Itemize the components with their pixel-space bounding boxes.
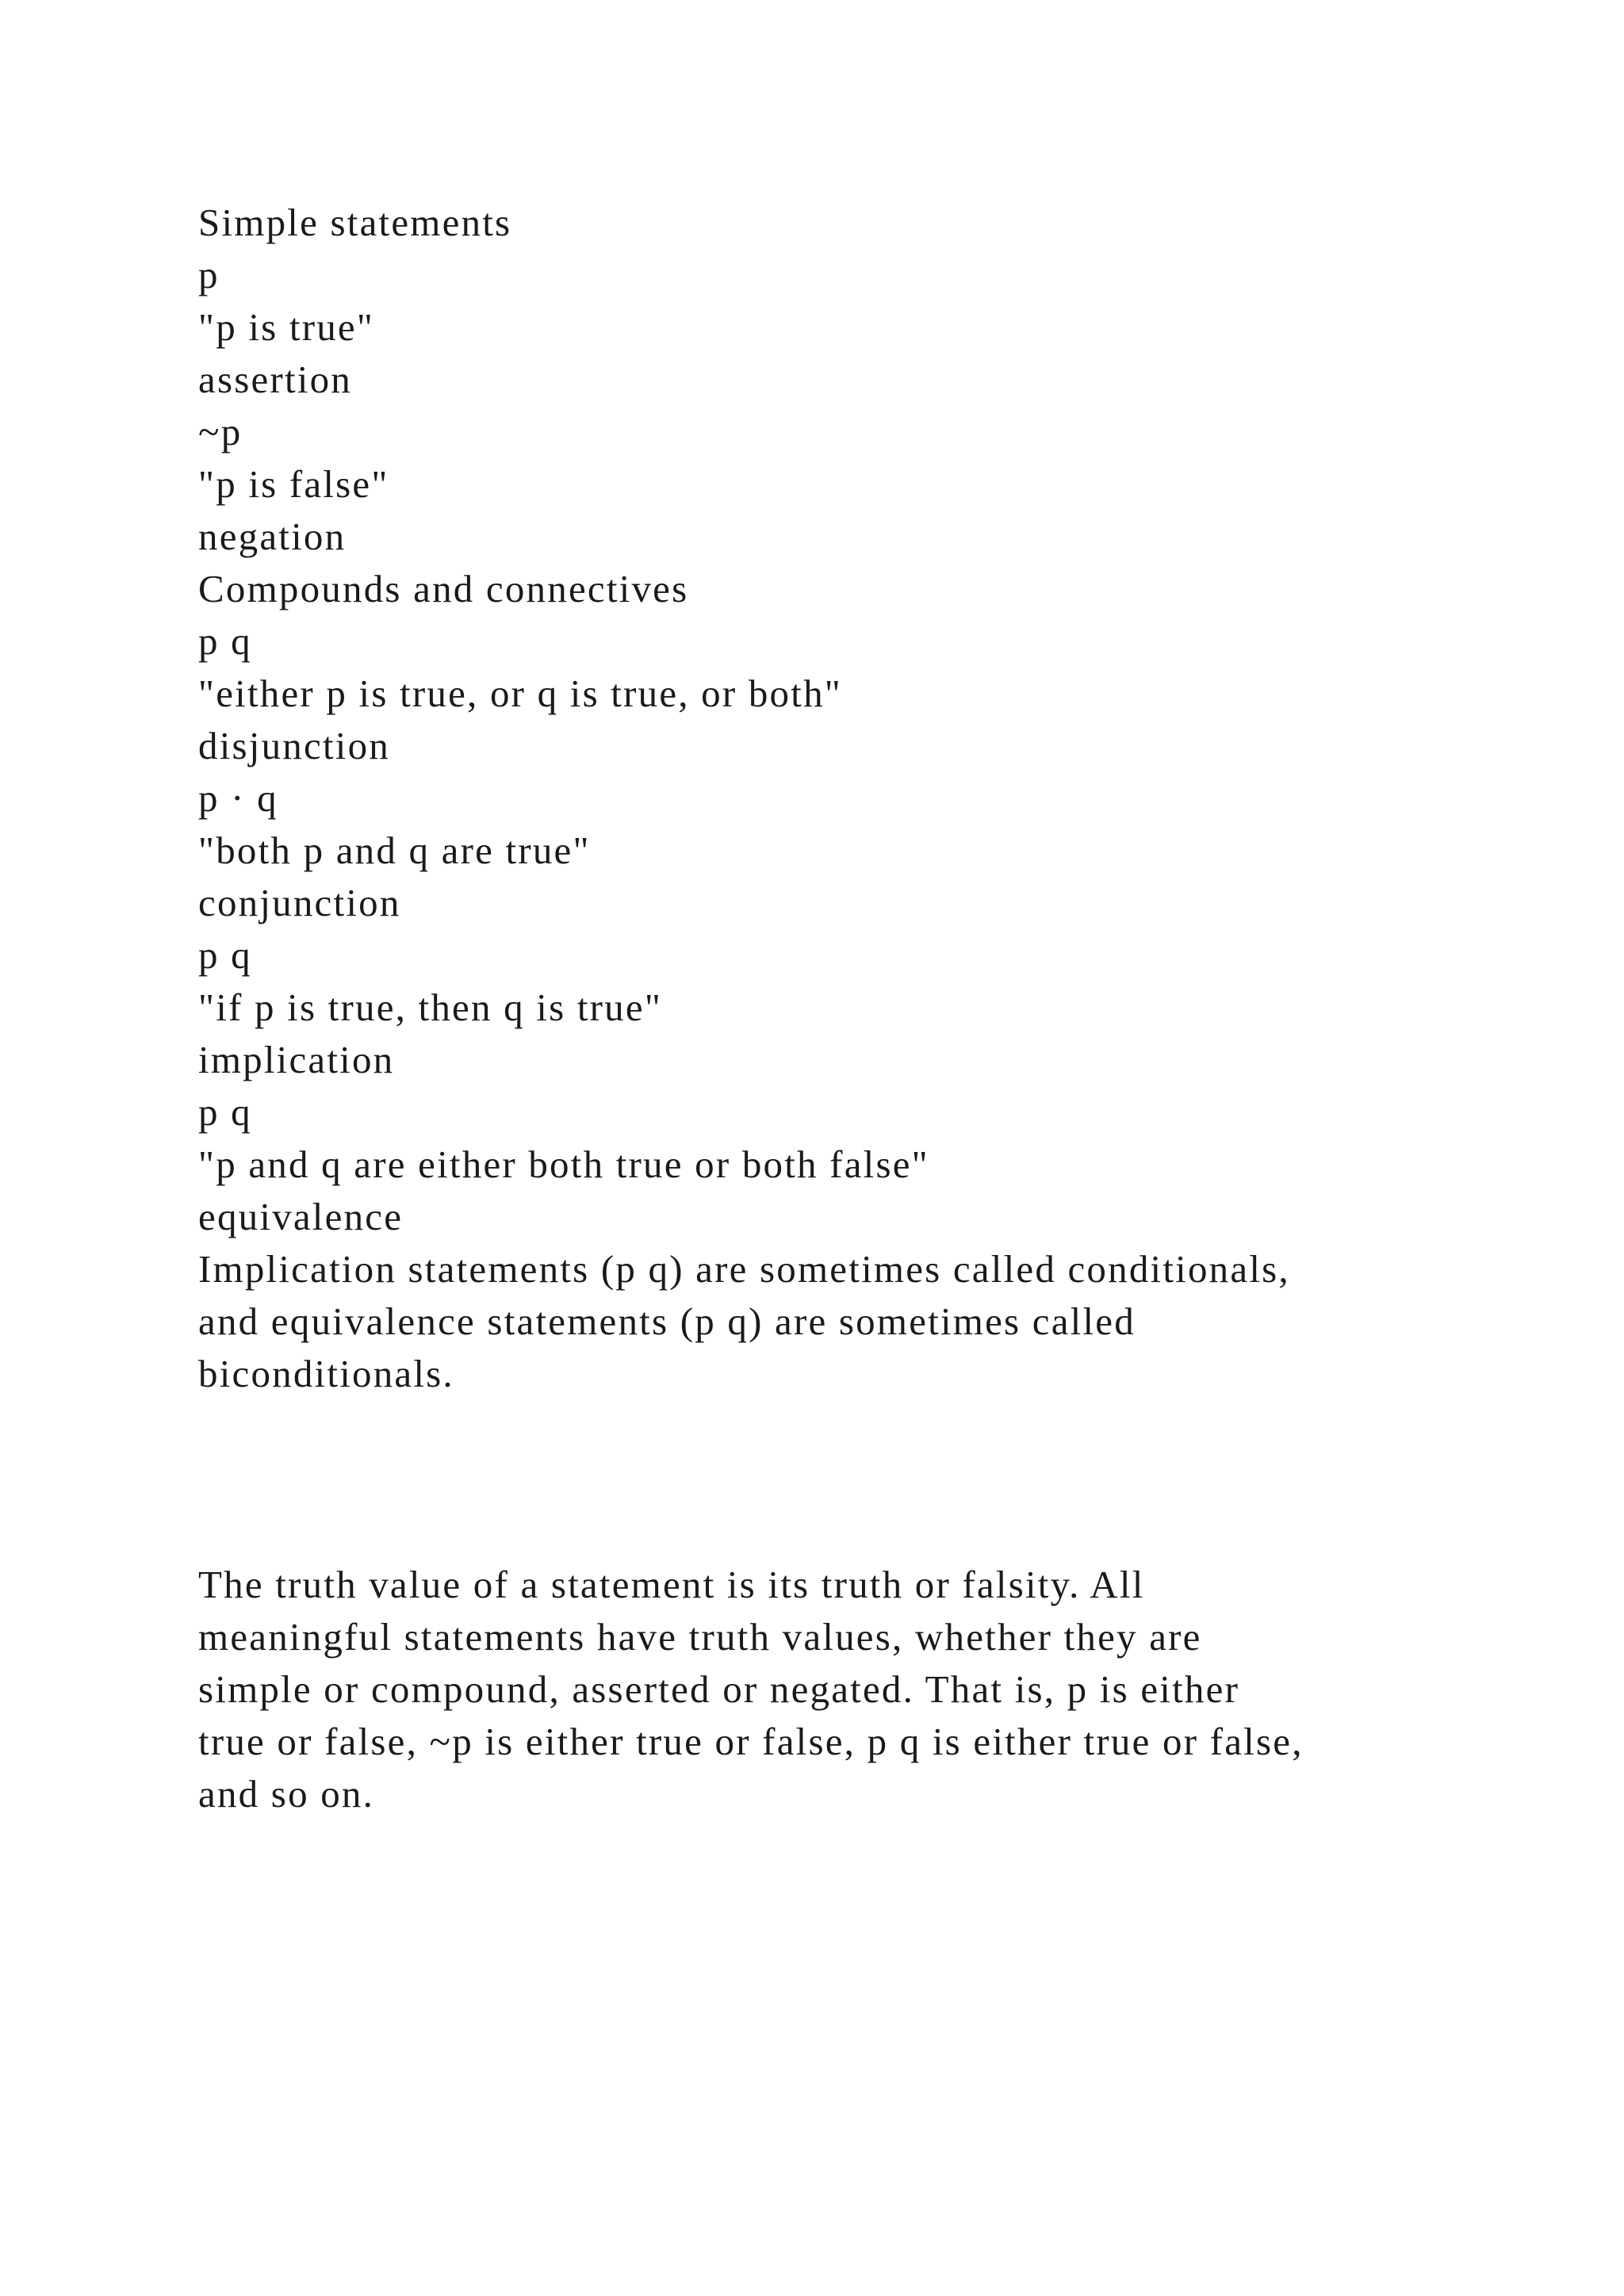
paragraph-line-4: true or false, ~p is either true or false, p q is either true or false, [198, 1720, 1304, 1763]
note-line-3: biconditionals. [198, 1352, 454, 1395]
section-heading-simple-statements: Simple statements [198, 201, 512, 244]
paragraph-line-5: and so on. [198, 1772, 375, 1816]
meaning-negation: "p is false" [198, 462, 389, 506]
term-equivalence: equivalence [198, 1195, 404, 1238]
term-assertion: assertion [198, 358, 352, 401]
paragraph-line-1: The truth value of a statement is its truth or falsity. All [198, 1563, 1145, 1606]
term-implication: implication [198, 1038, 395, 1081]
note-line-2: and equivalence statements (p q) are sometimes called [198, 1299, 1136, 1343]
meaning-disjunction: "either p is true, or q is true, or both" [198, 672, 842, 715]
paragraph-gap [198, 1400, 1467, 1559]
statements-section [198, 197, 1467, 1400]
meaning-conjunction: "both p and q are true" [198, 828, 591, 872]
symbol-implication: p q [198, 933, 252, 977]
symbol-disjunction: p q [198, 619, 252, 663]
paragraph-line-2: meaningful statements have truth values, whether they are [198, 1615, 1202, 1659]
term-negation: negation [198, 515, 347, 558]
symbol-conjunction: p · q [198, 776, 278, 820]
truth-value-paragraph [198, 1559, 1467, 1820]
symbol-assertion: p [198, 253, 220, 297]
term-conjunction: conjunction [198, 881, 401, 924]
document-body [198, 197, 1467, 1820]
section-heading-compounds: Compounds and connectives [198, 567, 689, 610]
paragraph-line-3: simple or compound, asserted or negated. That is, p is either [198, 1667, 1240, 1711]
meaning-assertion: "p is true" [198, 305, 375, 349]
meaning-implication: "if p is true, then q is true" [198, 985, 663, 1029]
term-disjunction: disjunction [198, 724, 390, 767]
symbol-equivalence: p q [198, 1090, 252, 1134]
symbol-negation: ~p [198, 410, 243, 453]
meaning-equivalence: "p and q are either both true or both false" [198, 1142, 929, 1186]
note-line-1: Implication statements (p q) are sometimes called conditionals, [198, 1247, 1290, 1291]
